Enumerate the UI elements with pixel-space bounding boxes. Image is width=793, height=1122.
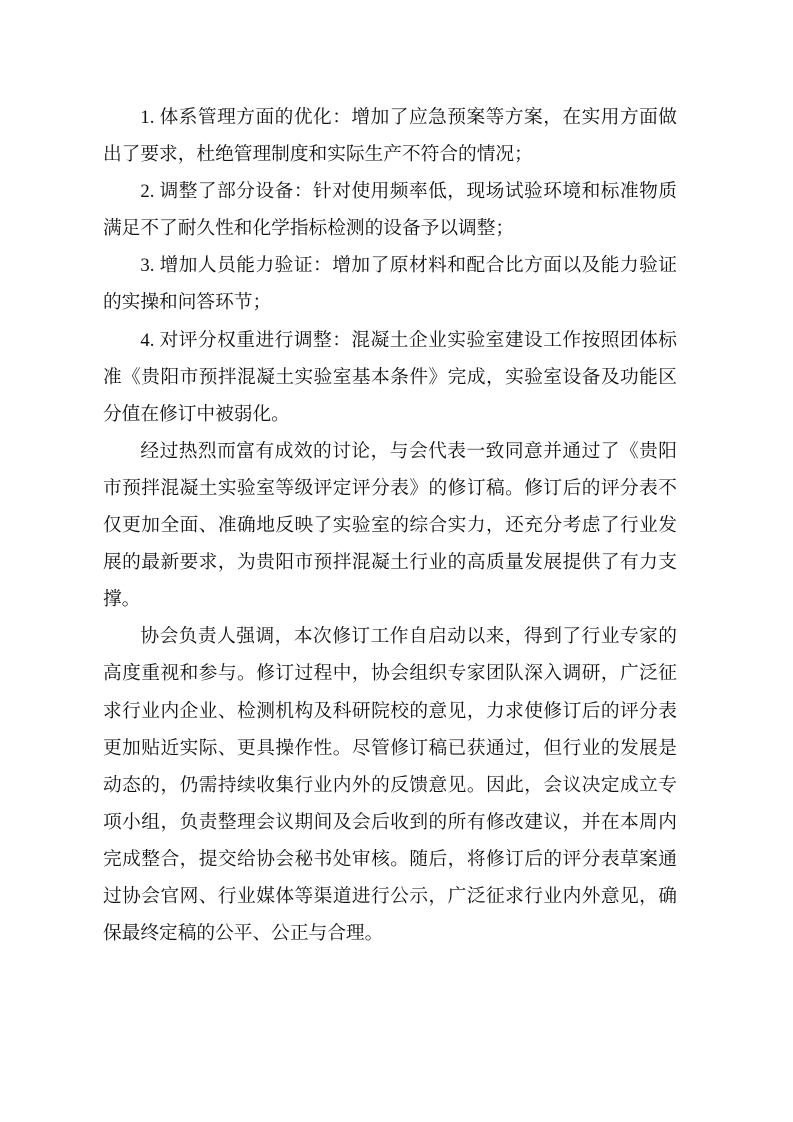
paragraph-5 [103, 433, 677, 618]
paragraph-1 [103, 99, 677, 173]
text-line: 准《贵阳市预拌混凝土实验室基本条件》完成，实验室设备及功能区 [103, 366, 677, 388]
text-line: 协会负责人强调，本次修订工作自启动以来，得到了行业专家的 [140, 626, 677, 648]
text-line: 出了要求，杜绝管理制度和实际生产不符合的情况； [103, 144, 533, 166]
text-line: 满足不了耐久性和化学指标检测的设备予以调整； [103, 218, 515, 240]
text-line: 动态的，仍需持续收集行业内外的反馈意见。因此，会议决定成立专 [103, 774, 677, 796]
text-line: 的实操和问答环节； [103, 292, 272, 314]
text-line: 4. 对评分权重进行调整：混凝土企业实验室建设工作按照团体标 [140, 329, 677, 351]
text-line: 经过热烈而富有成效的讨论，与会代表一致同意并通过了《贵阳 [140, 440, 677, 462]
text-line: 市预拌混凝土实验室等级评定评分表》的修订稿。修订后的评分表不 [103, 477, 677, 499]
text-line: 过协会官网、行业媒体等渠道进行公示，广泛征求行业内外意见，确 [103, 885, 677, 907]
text-line: 更加贴近实际、更具操作性。尽管修订稿已获通过，但行业的发展是 [103, 737, 677, 759]
text-line: 高度重视和参与。修订过程中，协会组织专家团队深入调研，广泛征 [103, 663, 677, 685]
document-body [103, 99, 677, 952]
paragraph-6 [103, 618, 677, 952]
text-line: 展的最新要求，为贵阳市预拌混凝土行业的高质量发展提供了有力支 [103, 552, 677, 574]
paragraph-4 [103, 322, 677, 433]
text-line: 仅更加全面、准确地反映了实验室的综合实力，还充分考虑了行业发 [103, 515, 677, 537]
text-line: 3. 增加人员能力验证：增加了原材料和配合比方面以及能力验证 [140, 255, 677, 277]
text-line: 保最终定稿的公平、公正与合理。 [103, 923, 384, 945]
text-line: 完成整合，提交给协会秘书处审核。随后，将修订后的评分表草案通 [103, 848, 677, 870]
paragraph-3 [103, 247, 677, 321]
text-line: 2. 调整了部分设备：针对使用频率低，现场试验环境和标准物质 [140, 181, 677, 203]
text-line: 撑。 [103, 589, 141, 611]
paragraph-2 [103, 173, 677, 247]
text-line: 求行业内企业、检测机构及科研院校的意见，力求使修订后的评分表 [103, 700, 677, 722]
text-line: 分值在修订中被弱化。 [103, 403, 290, 425]
text-line: 1. 体系管理方面的优化：增加了应急预案等方案，在实用方面做 [140, 107, 677, 128]
text-line: 项小组，负责整理会议期间及会后收到的所有修改建议，并在本周内 [103, 811, 677, 833]
